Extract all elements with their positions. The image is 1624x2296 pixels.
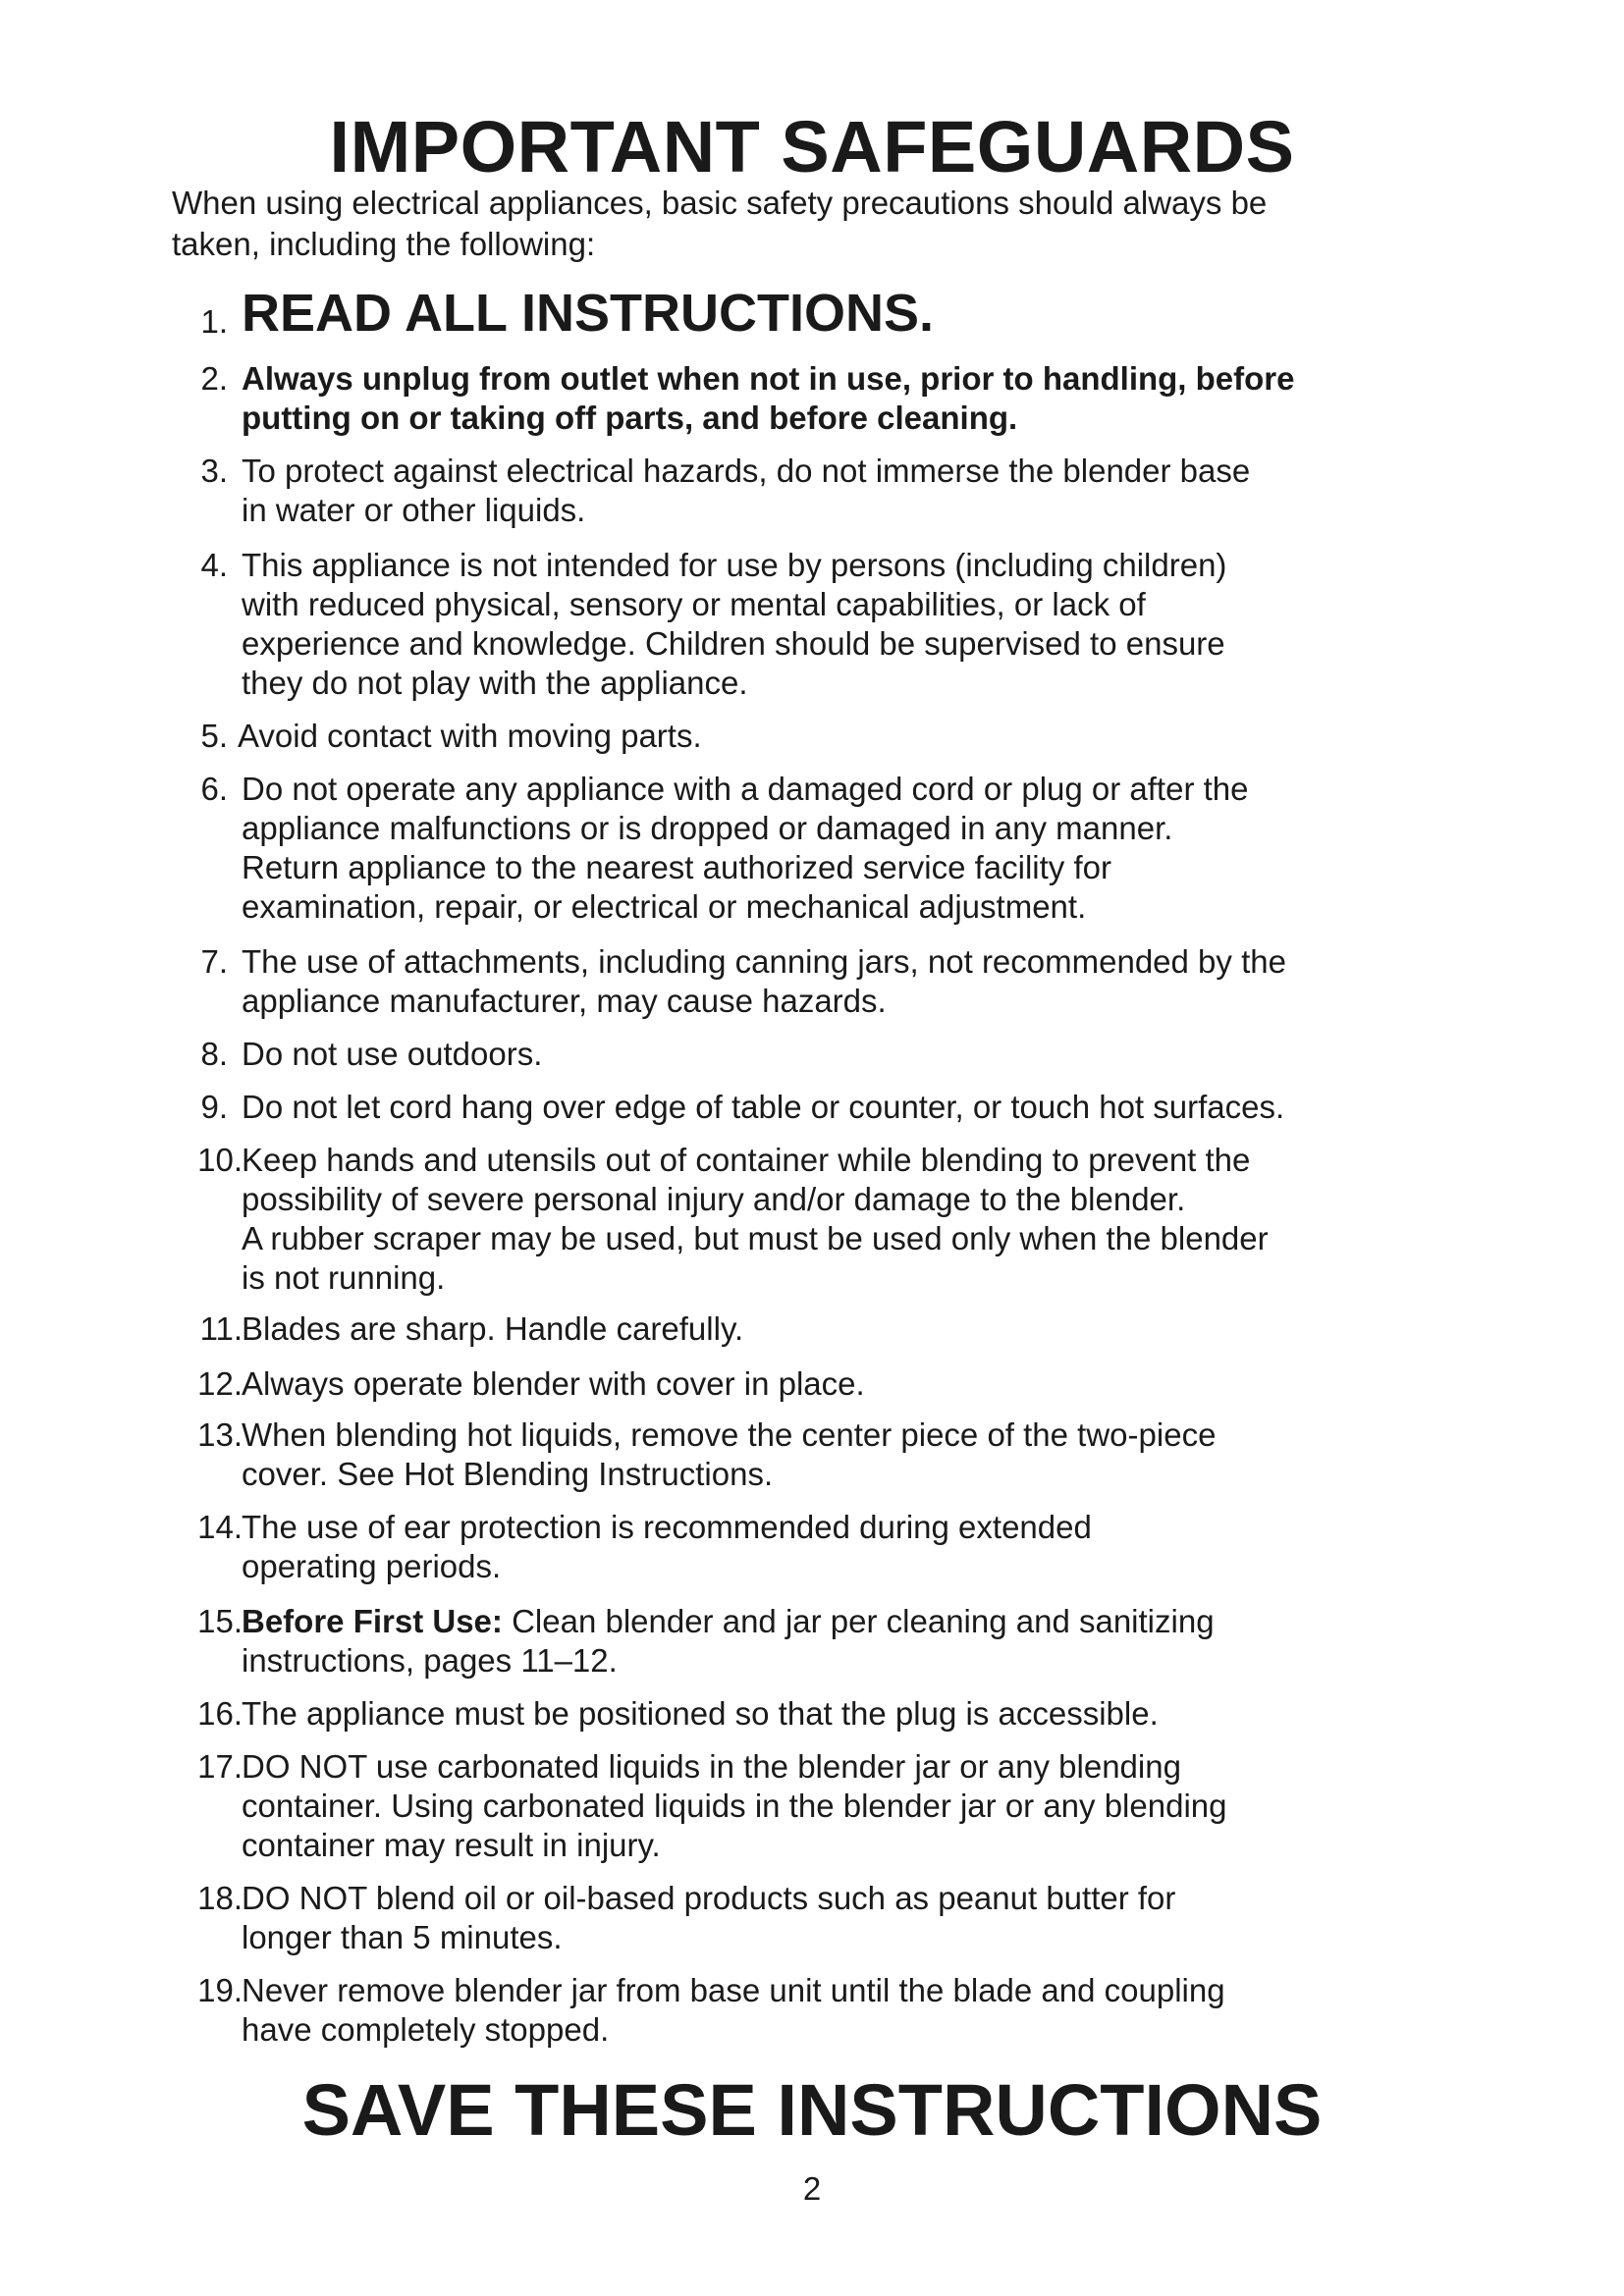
item-number: 13.	[197, 1416, 243, 1453]
item-text: Do not operate any appliance with a damaged cord or plug or after the appliance malfunctions or is dropped or damaged in any manner. Return appliance to the nearest authorized service facility for examination, repair, or electrical or mechanical adjustment.	[242, 771, 1249, 925]
item-text: Never remove blender jar from base unit until the blade and coupling have completely stopped.	[242, 1972, 1225, 2048]
item-text: Avoid contact with moving parts.	[238, 718, 702, 754]
item-number: 8.	[200, 1036, 228, 1072]
item-number: 2.	[200, 360, 228, 397]
item-text: When blending hot liquids, remove the center piece of the two-piece cover. See Hot Blending Instructions.	[242, 1416, 1217, 1492]
item-text: DO NOT use carbonated liquids in the blender jar or any blending container. Using carbonated liquids in the blender jar or any blending container may result in injury.	[242, 1748, 1227, 1863]
item-number: 1.	[200, 303, 228, 340]
item-number: 11.	[199, 1310, 243, 1347]
item-number: 4.	[200, 547, 228, 583]
item-number: 10.	[197, 1142, 243, 1178]
item-text: DO NOT blend oil or oil-based products such as peanut butter for longer than 5 minutes.	[242, 1880, 1176, 1955]
item-number: 7.	[200, 943, 228, 980]
item-text: Do not use outdoors.	[242, 1036, 543, 1072]
item-text	[242, 1602, 1518, 1681]
item-text: Keep hands and utensils out of container while blending to prevent the possibility of severe personal injury and/or damage to the blender. A rubber scraper may be used, but must be used only when the blender is not running.	[242, 1142, 1269, 1296]
item-text: Do not let cord hang over edge of table or counter, or touch hot surfaces.	[242, 1089, 1285, 1125]
item-text: READ ALL INSTRUCTIONS.	[242, 284, 935, 343]
item-number: 14.	[197, 1509, 243, 1545]
item-text: Blades are sharp. Handle carefully.	[242, 1310, 744, 1347]
item-text: To protect against electrical hazards, do not immerse the blender base in water or other liquids.	[242, 453, 1251, 528]
item-number: 9.	[200, 1089, 228, 1125]
closing-heading: SAVE THESE INSTRUCTIONS	[301, 2069, 1323, 2151]
item-body: Clean blender and jar per cleaning and sanitizing instructions, pages 11–12.	[242, 1603, 1215, 1679]
item-text: This appliance is not intended for use by persons (including children) with reduced physical, sensory or mental capabilities, or lack of experience and knowledge. Children should be supervised to ensure they do not play with the appliance.	[242, 547, 1227, 701]
item-number: 3.	[200, 453, 228, 489]
intro-paragraph: When using electrical appliances, basic safety precautions should always be taken, including the following:	[172, 185, 1268, 262]
item-text: Always operate blender with cover in place.	[242, 1365, 865, 1402]
item-text: The use of ear protection is recommended during extended operating periods.	[242, 1509, 1092, 1584]
item-text: Always unplug from outlet when not in use, prior to handling, before putting on or taking off parts, and before cleaning.	[242, 360, 1295, 436]
item-number: 5.	[200, 718, 228, 754]
item-number: 19.	[197, 1972, 243, 2008]
item-text: The appliance must be positioned so that the plug is accessible.	[242, 1695, 1159, 1732]
item-number: 12.	[197, 1365, 243, 1402]
item-text: The use of attachments, including canning jars, not recommended by the appliance manufacturer, may cause hazards.	[242, 943, 1286, 1019]
page-title: IMPORTANT SAFEGUARDS	[329, 106, 1295, 187]
item-number: 16.	[197, 1695, 243, 1732]
item-number: 6.	[200, 771, 228, 807]
item-number: 18.	[197, 1880, 243, 1916]
item-number: 15.	[197, 1603, 243, 1639]
page-number: 2	[802, 2170, 822, 2207]
item-lead: Before First Use:	[242, 1603, 503, 1639]
item-number: 17.	[197, 1748, 243, 1785]
